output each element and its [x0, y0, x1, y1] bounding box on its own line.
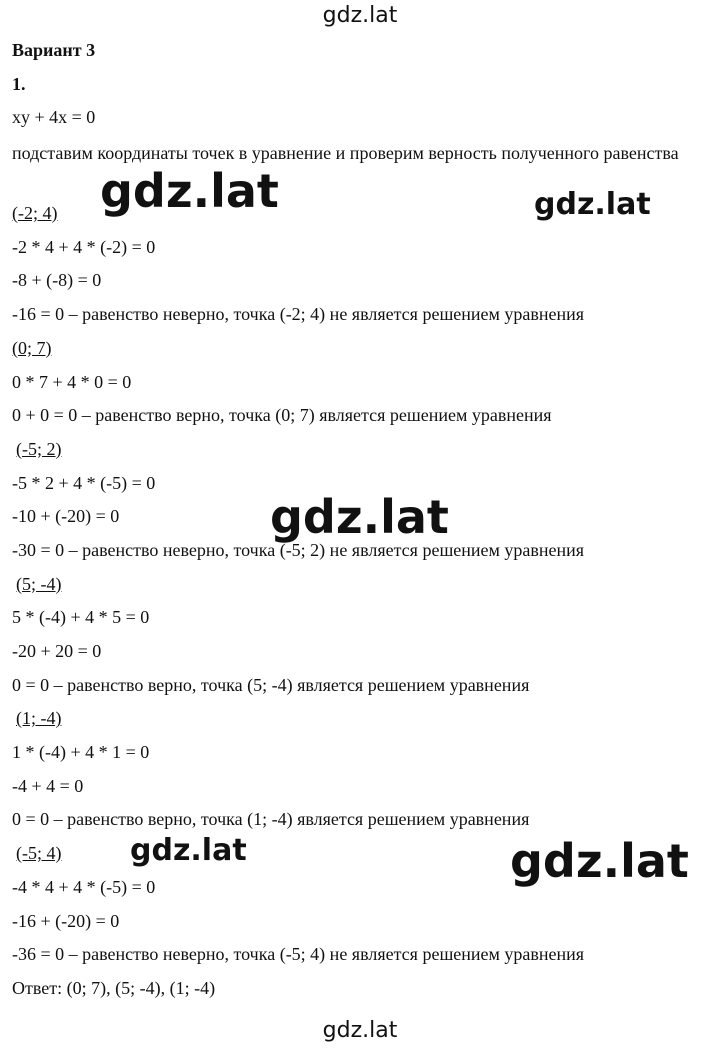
- watermark-medium: gdz.lat: [534, 187, 651, 222]
- point-label: (-5; 4): [16, 843, 62, 864]
- point-label: (-2; 4): [12, 203, 58, 224]
- conclusion: -36 = 0 – равенство неверно, точка (-5; 4) не является решением уравнения: [12, 944, 585, 965]
- conclusion: 0 = 0 – равенство верно, точка (1; -4) является решением уравнения: [12, 809, 530, 830]
- intro-text: подставим координаты точек в уравнение и проверим верность полученного равенства: [12, 143, 679, 164]
- calc-step: -20 + 20 = 0: [12, 641, 102, 661]
- watermark-large: gdz.lat: [270, 490, 449, 544]
- calc-step: -4 + 4 = 0: [12, 775, 84, 796]
- calc-step: -10 + (-20) = 0: [12, 506, 120, 527]
- conclusion: -30 = 0 – равенство неверно, точка (-5; 2) не является решением уравнения: [12, 539, 585, 560]
- calc-step: 1 * (-4) + 4 * 1 = 0: [12, 742, 150, 763]
- point-label: (5; -4): [16, 573, 62, 594]
- watermark-bottom: gdz.lat: [322, 1018, 398, 1043]
- conclusion: -16 = 0 – равенство неверно, точка (-2; 4) не является решением уравнения: [12, 304, 585, 325]
- watermark-medium: gdz.lat: [130, 833, 247, 868]
- point-label: (0; 7): [12, 337, 52, 358]
- watermark-large: gdz.lat: [510, 834, 689, 888]
- calc-step: 5 * (-4) + 4 * 5 = 0: [12, 607, 150, 628]
- point-label: (-5; 2): [16, 438, 62, 459]
- watermark-large: gdz.lat: [100, 164, 279, 218]
- conclusion: 0 = 0 – равенство верно, точка (5; -4) является решением уравнения: [12, 674, 530, 695]
- calc-step: -16 + (-20) = 0: [12, 910, 120, 931]
- variant-heading: Вариант 3: [12, 40, 96, 60]
- calc-step: -5 * 2 + 4 * (-5) = 0: [12, 472, 156, 493]
- calc-step: 0 * 7 + 4 * 0 = 0: [12, 371, 132, 392]
- task-number: 1.: [12, 73, 26, 94]
- calc-step: -8 + (-8) = 0: [12, 270, 102, 291]
- point-label: (1; -4): [16, 708, 62, 729]
- conclusion: 0 + 0 = 0 – равенство верно, точка (0; 7) является решением уравнения: [12, 405, 552, 426]
- answer: Ответ: (0; 7), (5; -4), (1; -4): [12, 977, 216, 998]
- equation: xy + 4x = 0: [12, 107, 96, 128]
- calc-step: -4 * 4 + 4 * (-5) = 0: [12, 876, 156, 897]
- calc-step: -2 * 4 + 4 * (-2) = 0: [12, 236, 156, 257]
- watermark-top: gdz.lat: [322, 3, 398, 28]
